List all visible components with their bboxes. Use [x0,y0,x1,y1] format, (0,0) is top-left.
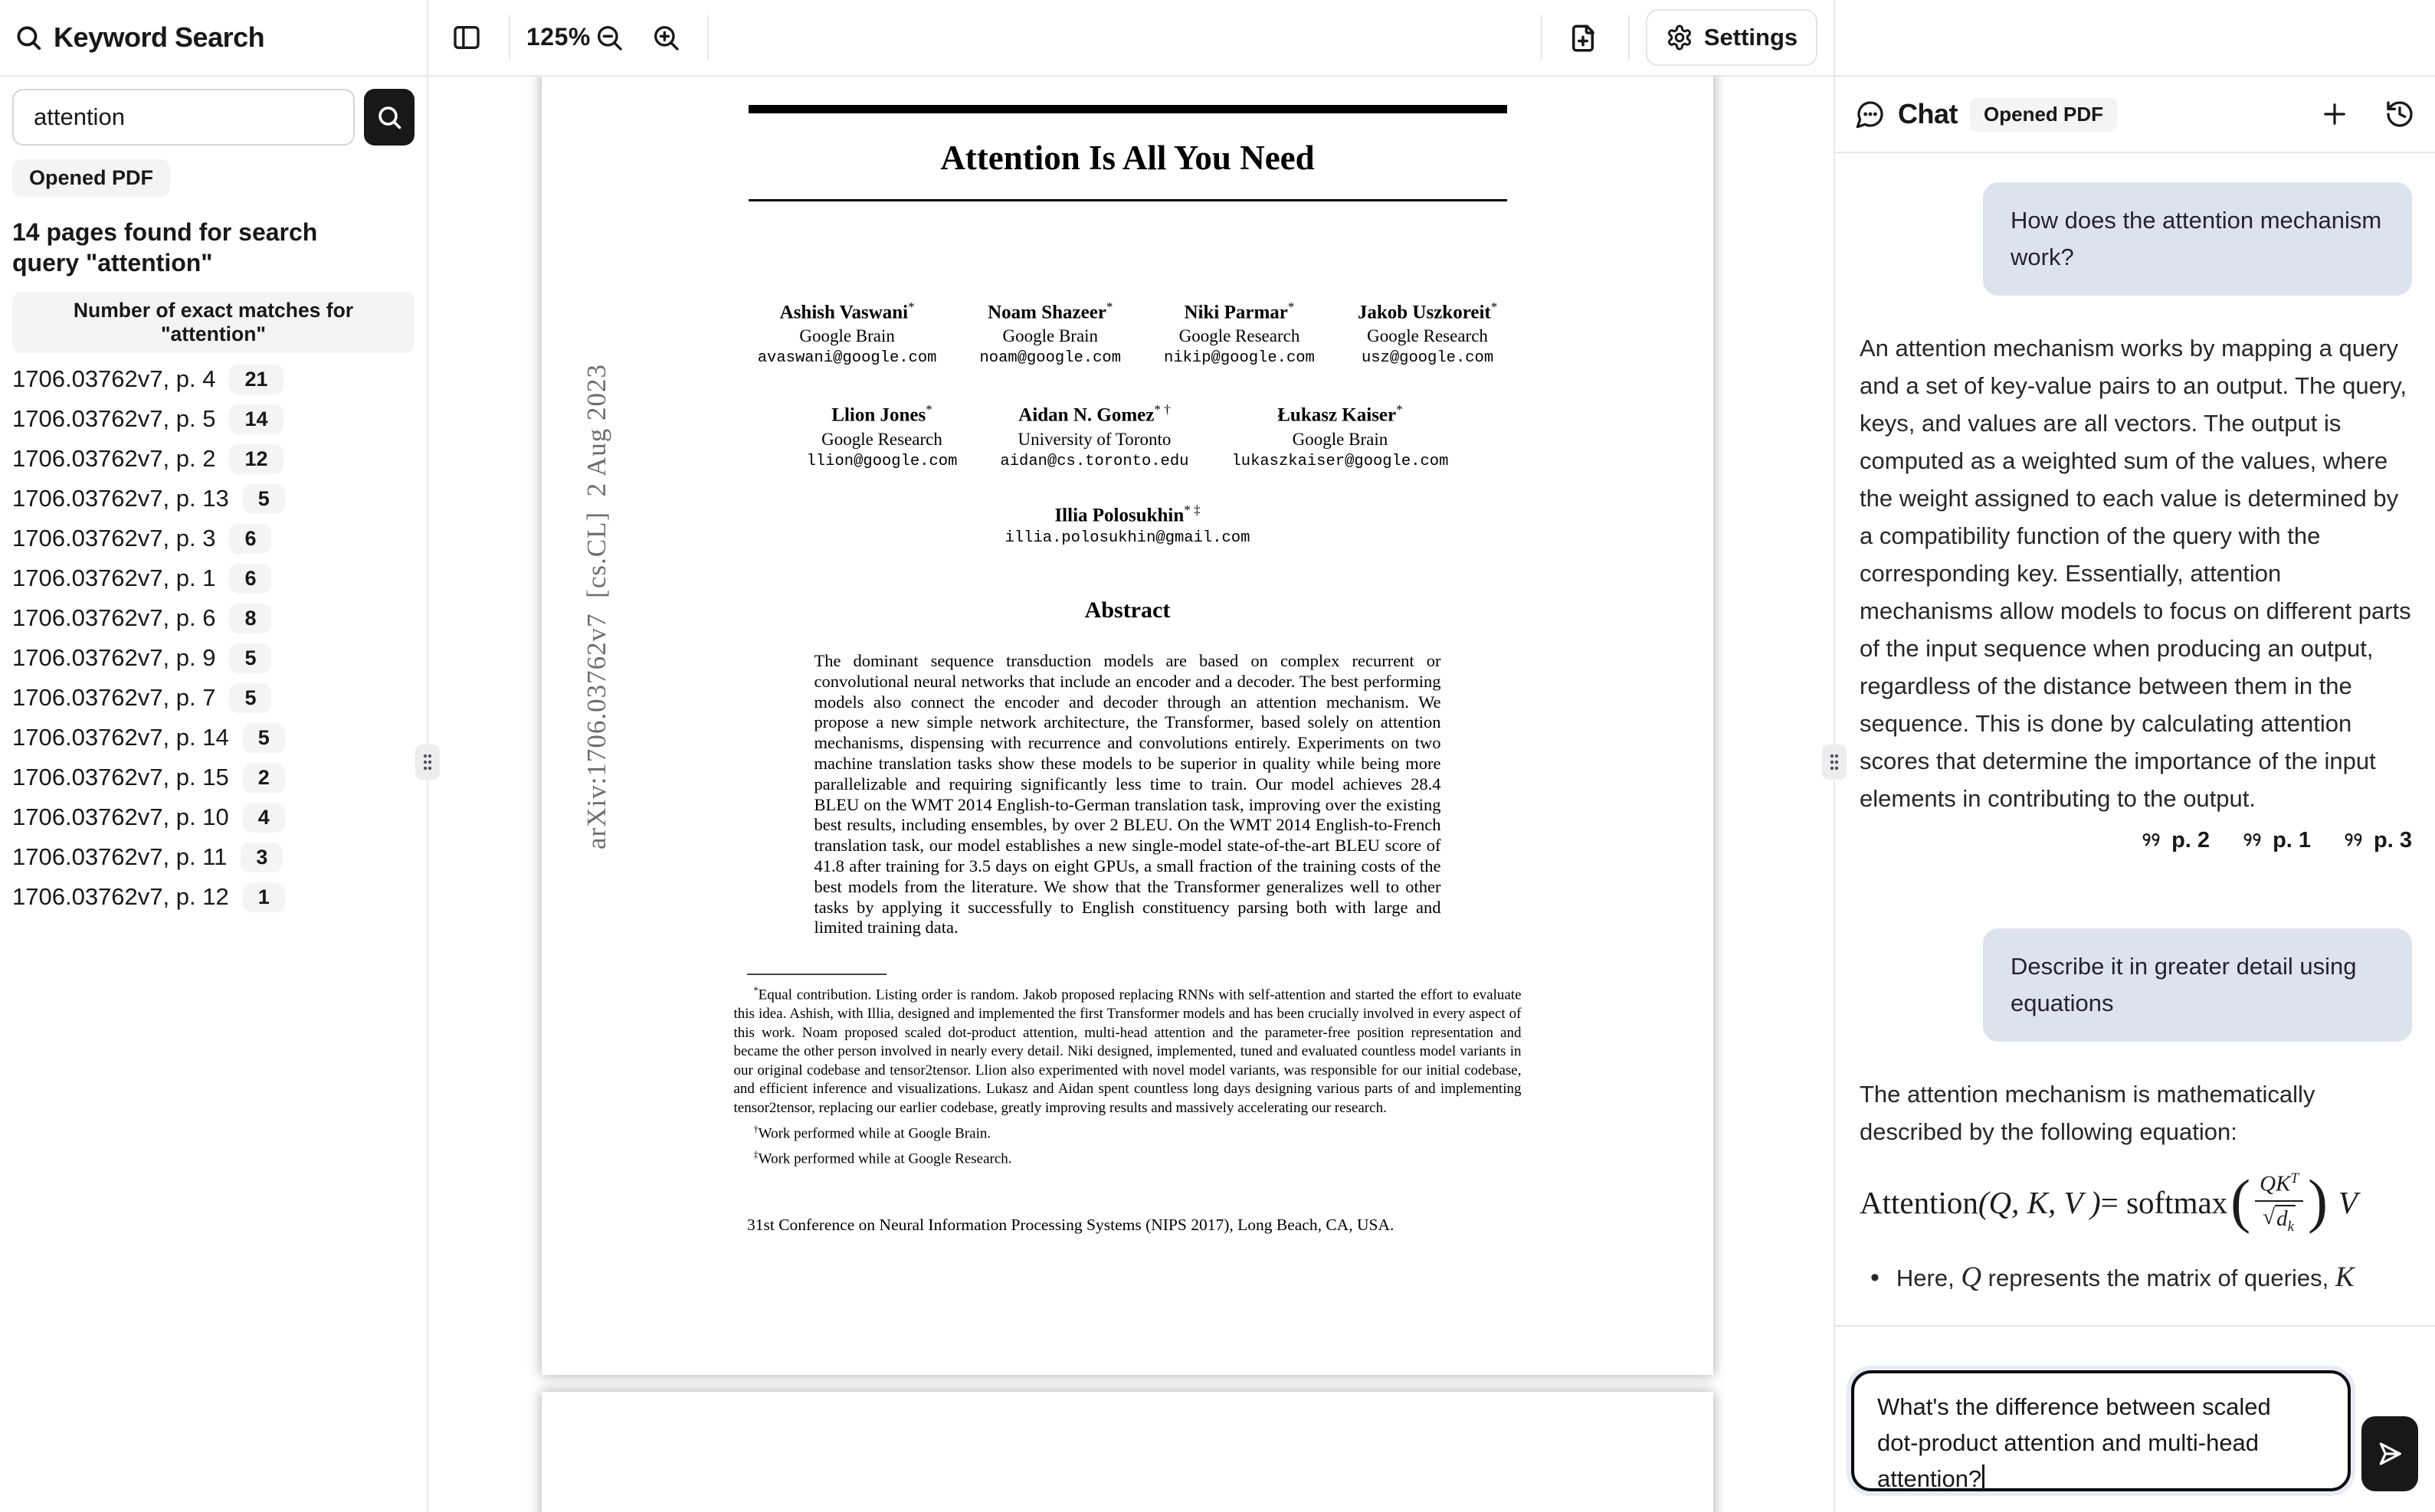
result-page-label: 1706.03762v7, p. 2 [12,445,216,472]
search-result-row[interactable] [12,359,415,399]
search-result-row[interactable] [12,718,415,758]
zoom-out-icon[interactable] [594,22,624,53]
quote-icon [2242,830,2265,853]
result-match-count-badge: 4 [243,803,285,833]
search-result-row[interactable] [12,638,415,678]
result-match-count-badge: 8 [229,604,271,633]
paper-title: Attention Is All You Need [940,139,1315,177]
result-page-label: 1706.03762v7, p. 6 [12,604,216,631]
chat-panel [1835,0,2435,1512]
assistant-message: An attention mechanism works by mapping a query and a set of key-value pairs to an output. The query, keys, and values are all vectors. The output is computed as a weighted sum of the values, where the weight assigned to each value is determined by a compatibility function of the query with the corresponding key. Essentially, attention mechanisms allow models to focus on different parts of the input sequence when producing an output, regardless of the distance between them in the sequence. This is done by calculating attention scores that determine the importance of the input elements in contributing to the output. [1860,335,2411,812]
result-match-count-badge: 1 [243,882,285,912]
title-rule-top [749,105,1507,113]
result-match-count-badge: 14 [229,404,283,434]
title-rule-bottom [749,199,1507,201]
footnote-rule [747,974,886,975]
footnote-dagger: †Work performed while at Google Brain. [753,1123,991,1141]
result-page-label: 1706.03762v7, p. 1 [12,565,216,591]
toolbar-separator [1541,15,1542,60]
search-result-row[interactable] [12,877,415,917]
zoom-in-icon[interactable] [651,22,681,53]
result-page-label: 1706.03762v7, p. 12 [12,883,229,910]
search-result-row[interactable] [12,479,415,519]
chat-header [1835,77,2435,153]
search-result-row[interactable] [12,797,415,837]
authors-row-2 [542,402,1713,470]
attention-equation: Attention (Q, K, V ) = softmax ( $QK^T$ √ $d_k$ ) V [1860,1167,2358,1235]
keyword-search-input[interactable]: attention [12,89,355,146]
sidebar-header [0,0,427,75]
result-match-count-badge: 21 [229,365,283,394]
authors-row-3 [542,502,1713,547]
new-chat-icon[interactable] [2319,98,2351,130]
chat-drag-handle[interactable] [1822,745,1847,780]
toggle-sidebar-button[interactable] [451,22,482,53]
user-message: How does the attention mechanism work? [1983,182,2412,296]
sidebar-drag-handle[interactable] [415,745,440,780]
search-result-row[interactable] [12,678,415,718]
search-result-row[interactable] [12,439,415,479]
footnote-ddagger: ‡Work performed while at Google Research. [753,1148,1012,1167]
toolbar-separator [707,15,709,60]
header-divider [0,75,2435,77]
toolbar-separator [1628,15,1630,60]
result-match-count-badge: 6 [229,524,271,554]
search-result-row[interactable] [12,558,415,598]
abstract-heading: Abstract [1084,597,1171,623]
results-heading: 14 pages found for search query "attention" [12,218,318,277]
result-match-count-badge: 6 [229,564,271,594]
result-page-label: 1706.03762v7, p. 4 [12,365,216,392]
chat-bubble-icon [1855,99,1886,129]
result-match-count-badge: 12 [229,444,283,474]
pdf-viewer[interactable] [428,77,1834,1512]
search-result-row[interactable] [12,598,415,638]
footnote-star: * [753,985,759,997]
pdf-page-2 [542,1392,1713,1512]
result-page-label: 1706.03762v7, p. 3 [12,525,216,551]
result-page-label: 1706.03762v7, p. 14 [12,724,229,751]
chat-input[interactable]: What's the difference between scaled dot-product attention and multi-head attention? [1851,1370,2351,1491]
citation-page-label: p. 3 [2374,828,2412,853]
chat-message-list [1835,155,2435,1325]
search-result-row[interactable] [12,399,415,439]
user-message: Describe it in greater detail using equations [1983,928,2412,1042]
footnote-text: *Equal contribution. Listing order is random. Jakob proposed replacing RNNs with self-attention and started the effort to evaluate this idea. Ashish, with Illia, designed and implemented the first Transformer models and has been crucially involved in every aspect of this work. Noam proposed scaled dot-product attention, multi-head attention and the parameter-free position representation and became the other person involved in nearly every detail. Niki designed, implemented, tuned and evaluated countless model variants in our original codebase and tensor2tensor. Llion also experimented with novel model variants, was responsible for our initial codebase, and efficient inference and visualizations. Lukasz and Aidan spent countless long days designing various parts of and implementing tensor2tensor, replacing our earlier codebase, greatly improving results and massively accelerating our research. [733,985,1522,1117]
gear-icon [1666,24,1693,51]
citation-chip[interactable] [2141,828,2210,853]
author-block: Ashish Vaswani* Google Brain avaswani@google.com [757,299,937,368]
zoom-level-label: 125% [526,23,591,51]
search-result-row[interactable] [12,758,415,797]
equation-bullet: • Here, Q represents the matrix of queries, K [1870,1262,2355,1294]
search-result-row[interactable] [12,837,415,877]
search-results-list [12,359,415,917]
result-match-count-badge: 5 [229,643,271,673]
result-page-label: 1706.03762v7, p. 7 [12,684,216,711]
sidebar-title: Keyword Search [54,21,265,53]
search-icon [14,23,43,52]
chat-title: Chat [1898,98,1958,129]
author-block: Łukasz Kaiser* Google Brain lukaszkaiser@google.com [1231,402,1449,470]
matches-header: Number of exact matches for "attention" [12,292,415,353]
search-result-row[interactable] [12,519,415,558]
result-match-count-badge: 5 [243,484,285,514]
result-match-count-badge: 5 [243,723,285,753]
toolbar-separator [509,15,510,60]
authors-row-1 [542,299,1713,367]
arxiv-stamp: arXiv:1706.03762v7 [cs.CL] 2 Aug 2023 [582,364,611,849]
citation-chip[interactable] [2242,828,2311,853]
result-page-label: 1706.03762v7, p. 5 [12,405,216,432]
author-block: Illia Polosukhin* ‡ illia.polosukhin@gmail.com [1004,502,1250,547]
quote-icon [2141,830,2164,853]
send-button[interactable] [2361,1416,2418,1491]
result-page-label: 1706.03762v7, p. 11 [12,843,228,870]
author-block: Llion Jones* Google Research llion@google.com [806,402,958,470]
citation-page-label: p. 2 [2171,828,2211,853]
run-search-button[interactable] [364,89,415,146]
citation-page-label: p. 1 [2273,828,2312,853]
result-page-label: 1706.03762v7, p. 15 [12,764,229,790]
settings-button[interactable] [1646,9,1817,66]
author-block: Aidan N. Gomez* † University of Toronto aidan@cs.toronto.edu [1000,402,1189,470]
pdf-toolbar [428,0,1834,75]
keyword-search-sidebar [0,0,427,1512]
quote-icon [2343,830,2366,853]
citations-row [1860,828,2412,853]
opened-pdf-badge: Opened PDF [12,159,170,197]
result-page-label: 1706.03762v7, p. 10 [12,803,229,830]
conference-note: 31st Conference on Neural Information Processing Systems (NIPS 2017), Long Beach, CA, USA. [747,1216,1394,1235]
result-page-label: 1706.03762v7, p. 13 [12,485,229,512]
result-match-count-badge: 5 [229,683,271,713]
assistant-message: The attention mechanism is mathematically described by the following equation: [1860,1081,2315,1145]
pdf-page-1 [542,77,1713,1375]
author-block: Noam Shazeer* Google Brain noam@google.com [979,299,1122,368]
chat-input-bar [1835,1325,2435,1512]
citation-chip[interactable] [2343,828,2412,853]
new-file-icon[interactable] [1567,22,1599,54]
abstract-text: The dominant sequence transduction models are based on complex recurrent or convolutional neural networks that include an encoder and a decoder. The best performing models also connect the encoder and decoder through an attention mechanism. We propose a new simple network architecture, the Transformer, based solely on attention mechanisms, dispensing with recurrence and convolutions entirely. Experiments on two machine translation tasks show these models to be superior in quality while being more parallelizable and requiring significantly less time to train. Our model achieves 28.4 BLEU on the WMT 2014 English-to-German translation task, improving over the existing best results, including ensembles, by over 2 BLEU. On the WMT 2014 English-to-French translation task, our model establishes a new single-model state-of-the-art BLEU score of 41.8 after training for 3.5 days on eight GPUs, a small fraction of the training costs of the best models from the literature. We show that the Transformer generalizes well to other tasks by applying it successfully to English constituency parsing both with large and limited training data. [814,650,1441,938]
result-page-label: 1706.03762v7, p. 9 [12,644,216,671]
text-caret [1982,1465,1984,1491]
author-block: Jakob Uszkoreit* Google Research usz@google.com [1357,299,1498,368]
settings-label: Settings [1703,24,1798,51]
author-block: Niki Parmar* Google Research nikip@google.com [1164,299,1315,368]
chat-history-icon[interactable] [2384,99,2415,129]
chat-context-badge: Opened PDF [1970,97,2117,132]
result-match-count-badge: 2 [243,763,285,793]
result-match-count-badge: 3 [241,843,283,872]
